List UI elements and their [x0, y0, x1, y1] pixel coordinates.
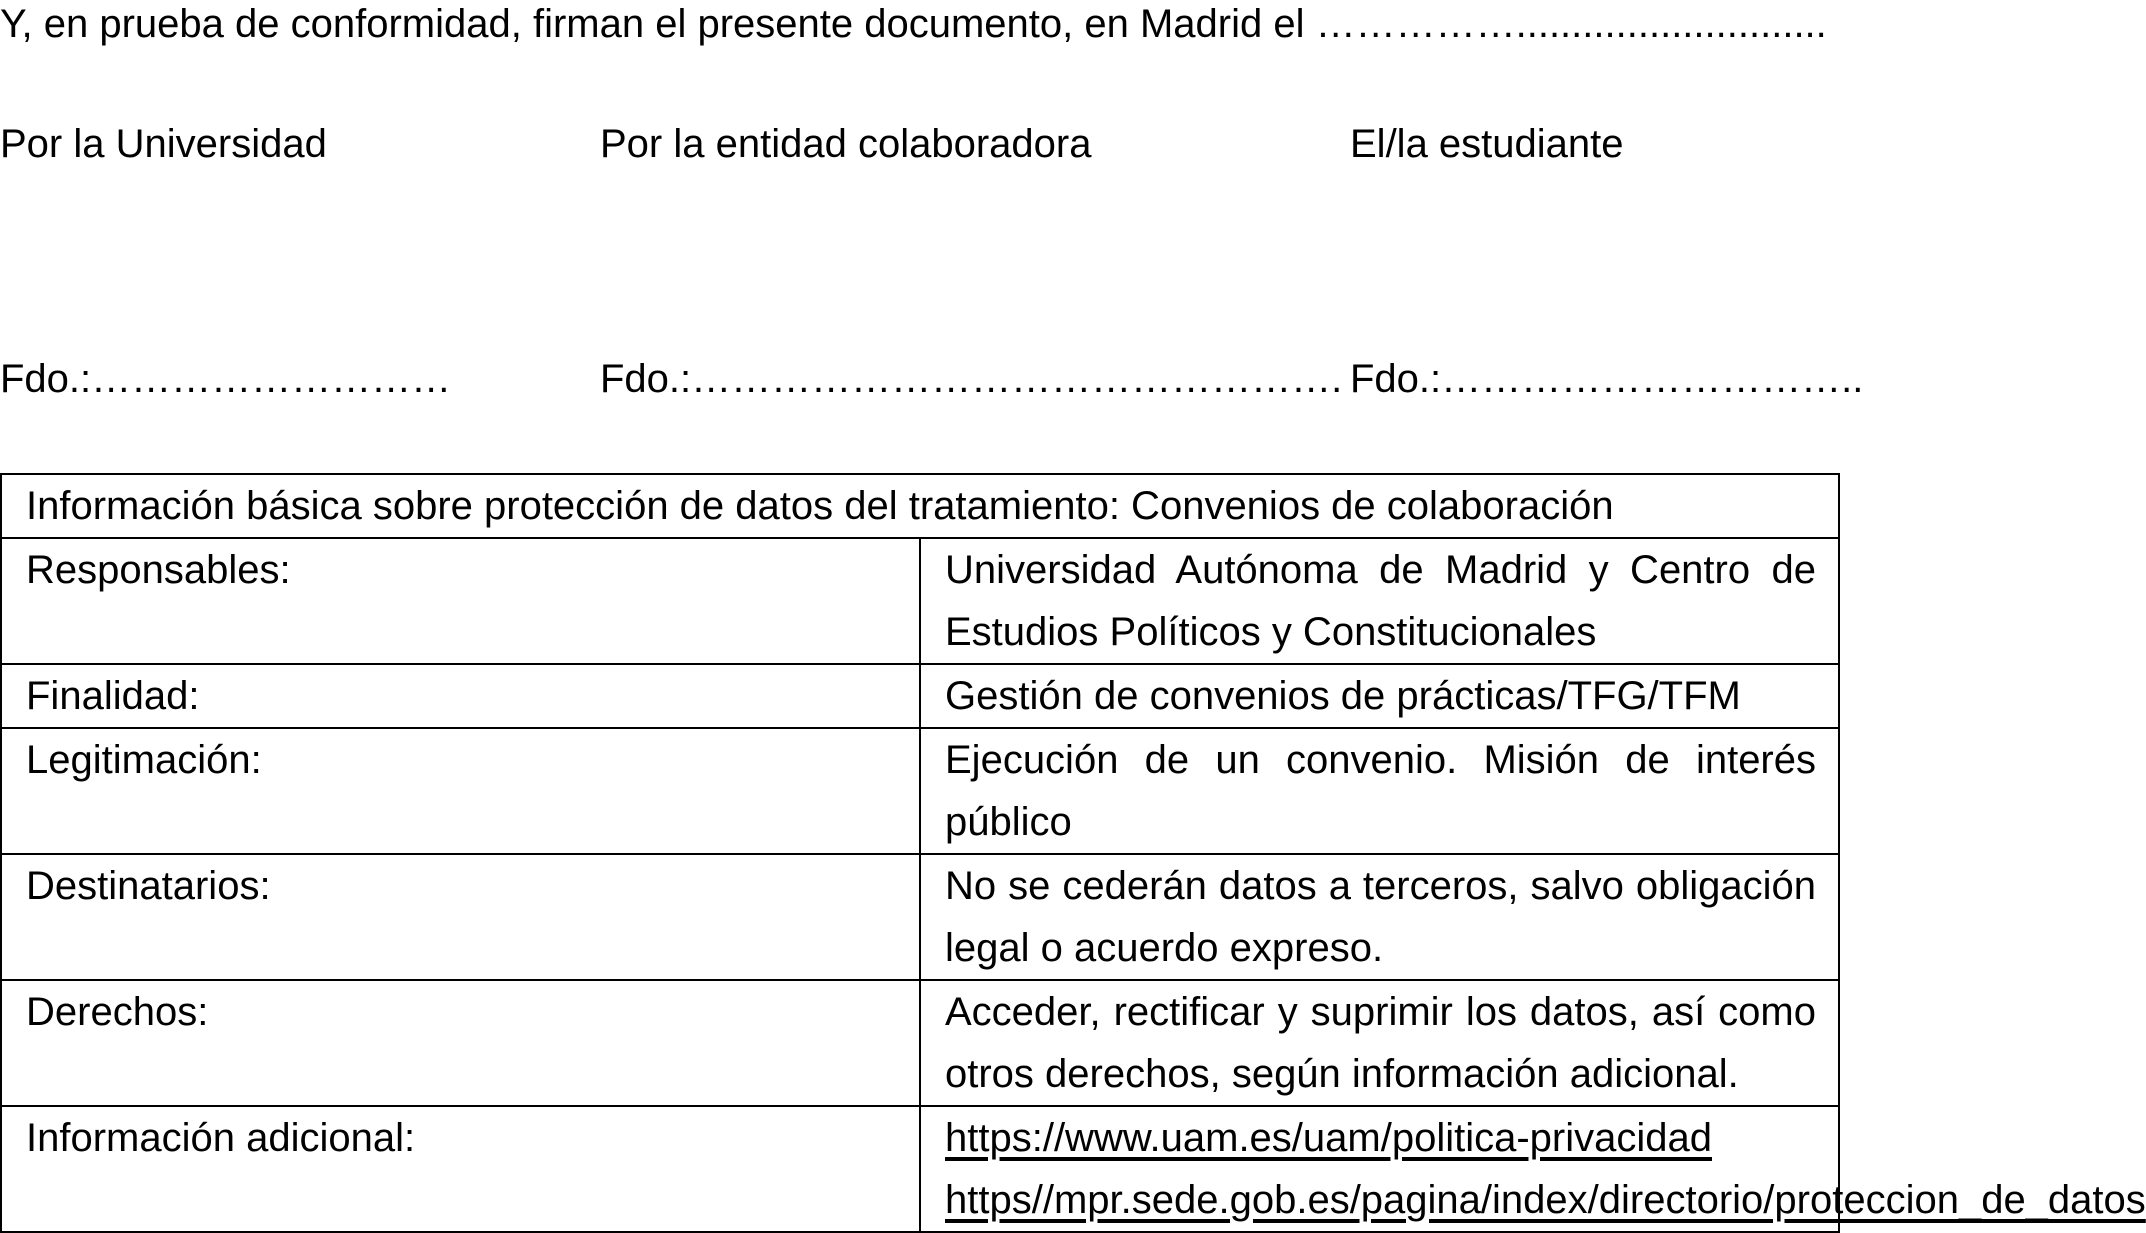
table-header: Información básica sobre protección de datos del tratamiento: Convenios de colaboración [1, 474, 1839, 538]
row-value-responsables: Universidad Autónoma de Madrid y Centro de Estudios Políticos y Constitucionales [920, 538, 1839, 664]
data-protection-table [0, 473, 2146, 1233]
data-protection-link[interactable]: https//mpr.sede.gob.es/pagina/index/directorio/proteccion_de_datos [945, 1178, 2146, 1222]
row-label-finalidad: Finalidad: [1, 664, 920, 728]
table-row [1, 664, 1839, 728]
row-value-destinatarios: No se cederán datos a terceros, salvo obligación legal o acuerdo expreso. [920, 854, 1839, 980]
row-value-informacion-adicional [920, 1106, 2146, 1232]
table-row [1, 538, 1839, 664]
table-row [1, 1106, 1839, 1232]
table-header-row [1, 474, 1839, 538]
table-row [1, 728, 1839, 854]
row-label-legitimacion: Legitimación: [1, 728, 920, 854]
row-label-derechos: Derechos: [1, 980, 920, 1106]
signature-line: Fdo.:……………………… [0, 357, 452, 401]
row-value-legitimacion: Ejecución de un convenio. Misión de interés público [920, 728, 1839, 854]
privacy-policy-link[interactable]: https://www.uam.es/uam/politica-privacidad [945, 1116, 1712, 1160]
signature-party-label: El/la estudiante [1350, 122, 1624, 166]
table-row [1, 854, 1839, 980]
signature-party-label: Por la Universidad [0, 122, 327, 166]
row-label-destinatarios: Destinatarios: [1, 854, 920, 980]
signature-line: Fdo.:…………………………………………. [600, 357, 1343, 401]
row-label-responsables: Responsables: [1, 538, 920, 664]
row-value-derechos: Acceder, rectificar y suprimir los datos, así como otros derechos, según información adicional. [920, 980, 1839, 1106]
closing-statement: Y, en prueba de conformidad, firman el presente documento, en Madrid el ……………............................ [0, 2, 1827, 46]
signature-line: Fdo.:………………………….. [1350, 357, 1864, 401]
row-label-informacion-adicional: Información adicional: [1, 1106, 920, 1232]
table-row [1, 980, 1839, 1106]
signature-party-label: Por la entidad colaboradora [600, 122, 1092, 166]
row-value-finalidad: Gestión de convenios de prácticas/TFG/TFM [920, 664, 1839, 728]
